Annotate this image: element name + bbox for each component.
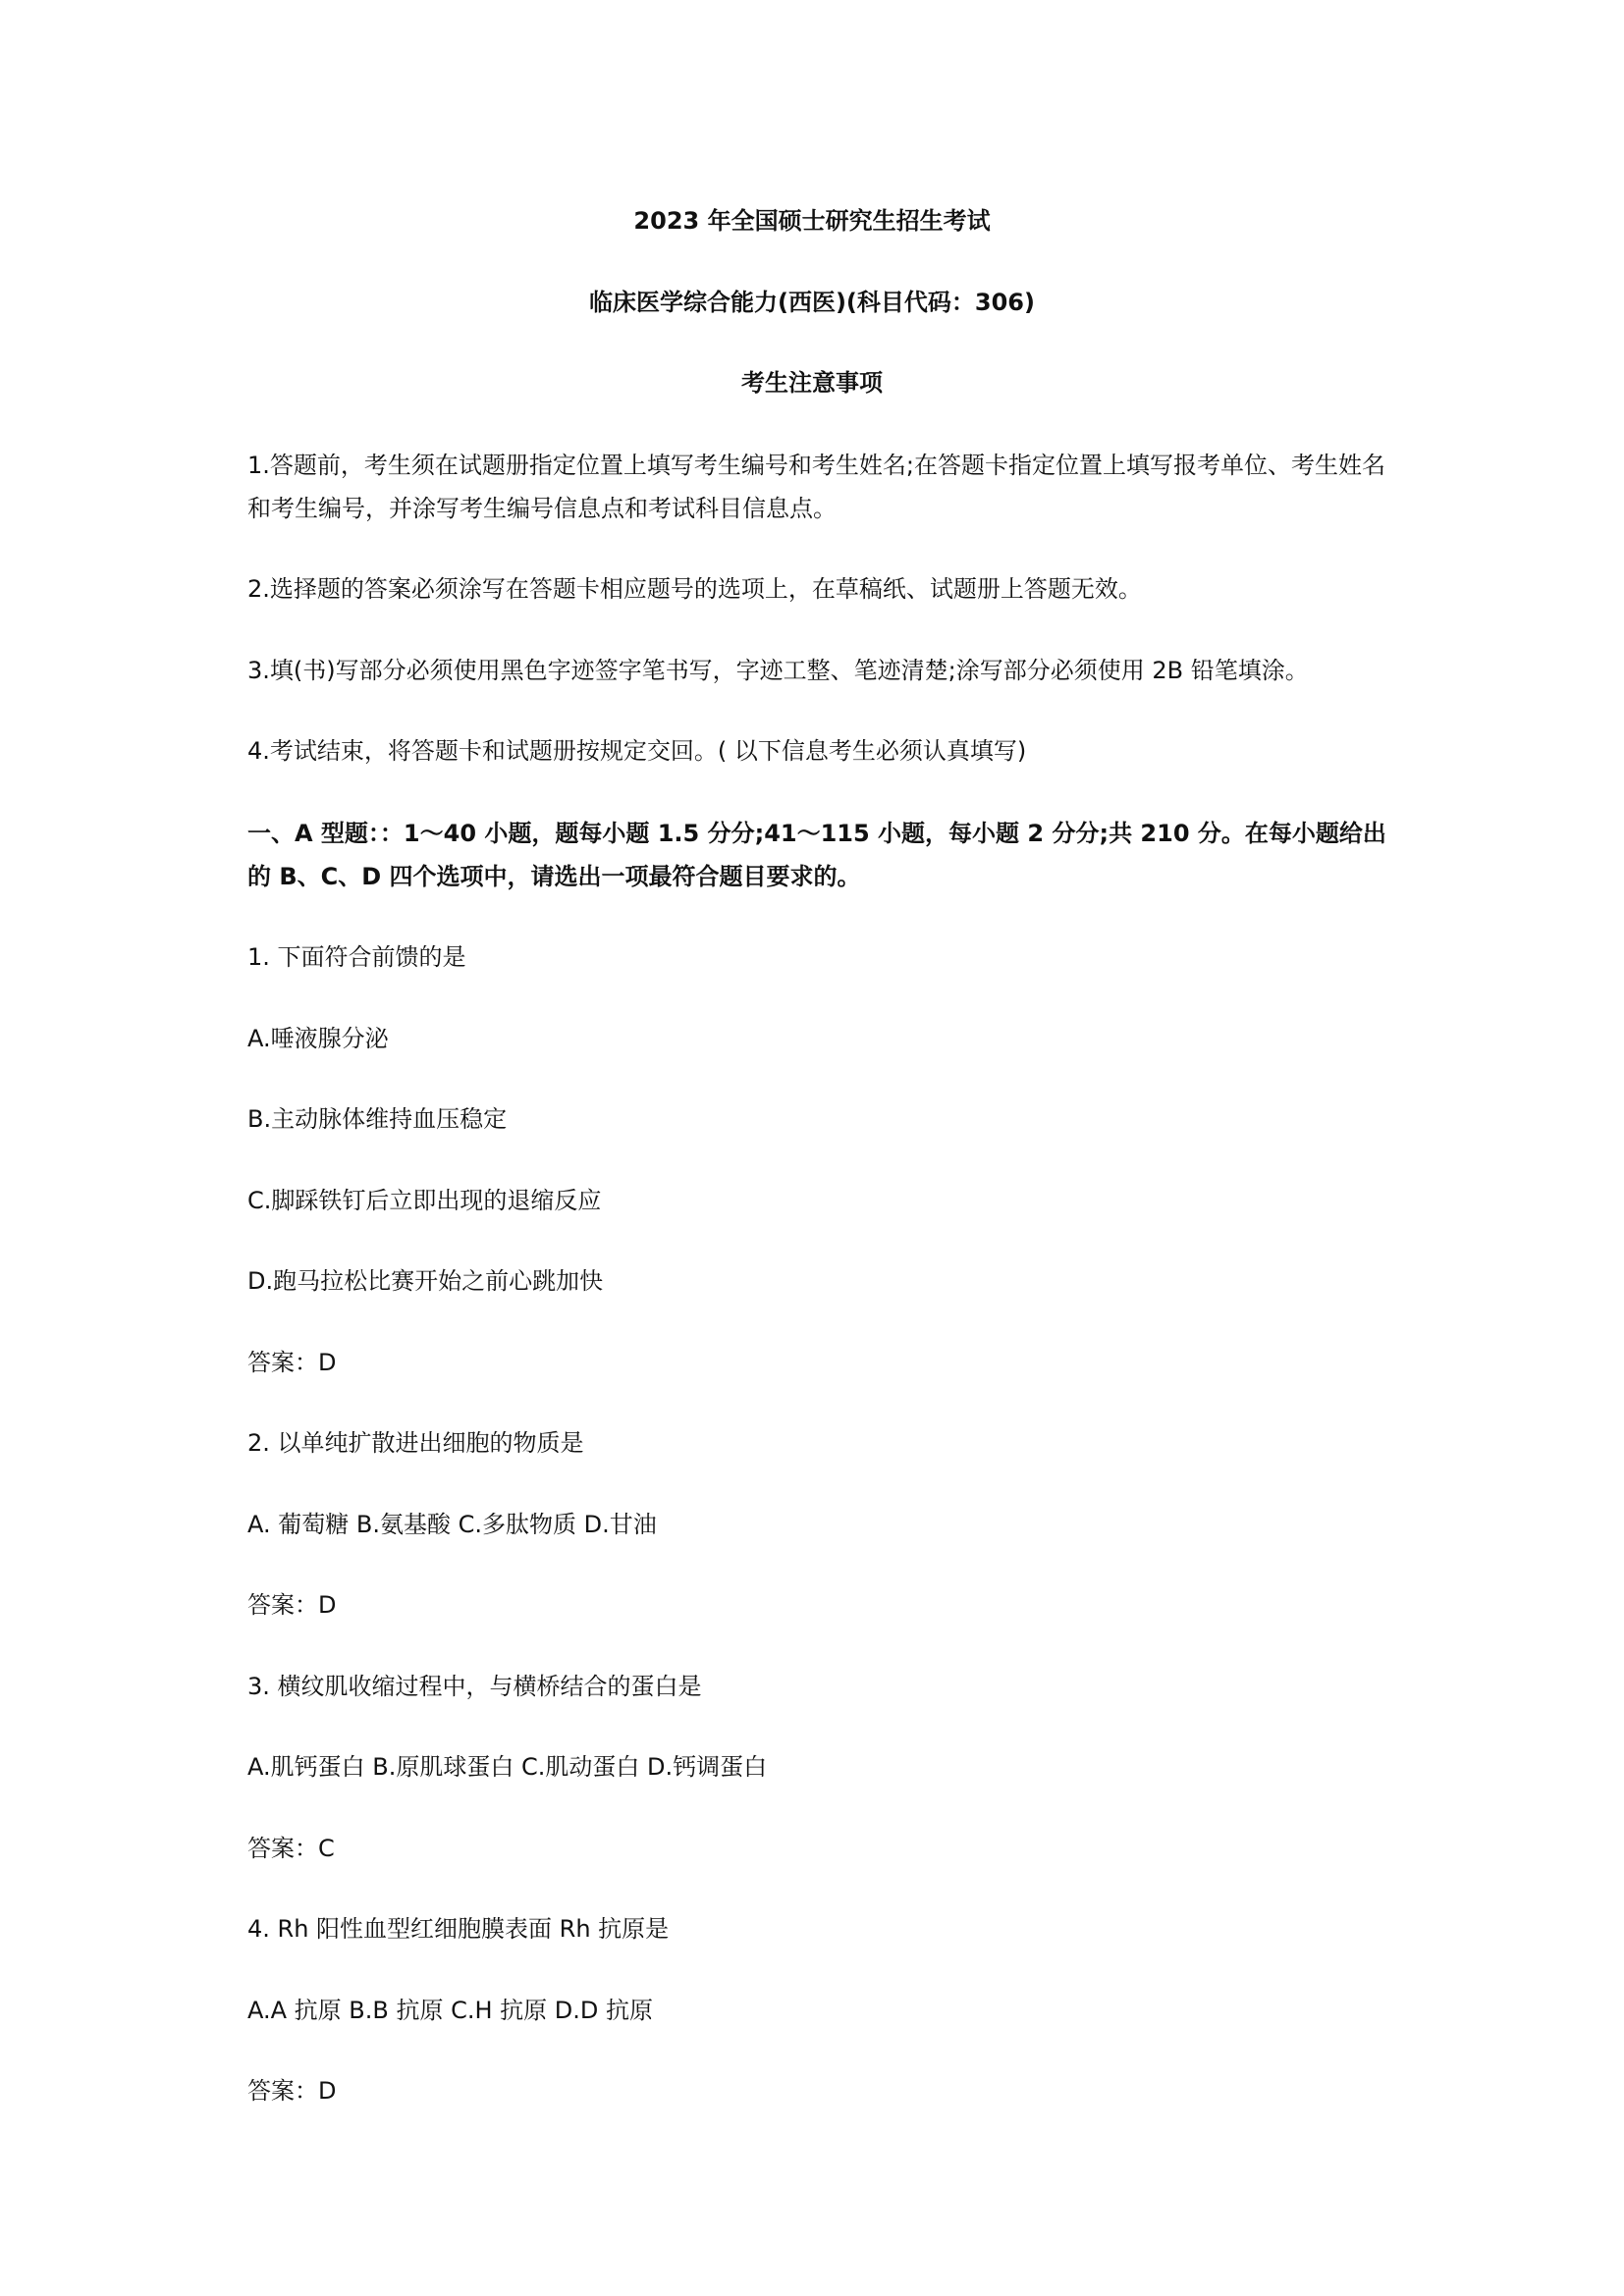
- question-3-options: A.肌钙蛋白 B.原肌球蛋白 C.肌动蛋白 D.钙调蛋白: [247, 1753, 768, 1781]
- question-4-options: A.A 抗原 B.B 抗原 C.H 抗原 D.D 抗原: [247, 1997, 654, 2024]
- exam-subject: 临床医学综合能力(西医)(科目代码：306): [589, 289, 1035, 316]
- question-2-answer: 答案：D: [247, 1591, 337, 1619]
- question-3-stem: 3. 横纹肌收缩过程中，与横桥结合的蛋白是: [247, 1673, 702, 1700]
- question-3-answer: 答案：C: [247, 1835, 335, 1862]
- question-1-option-c: C.脚踩铁钉后立即出现的退缩反应: [247, 1187, 602, 1214]
- question-4-stem: 4. Rh 阳性血型红细胞膜表面 Rh 抗原是: [247, 1915, 670, 1943]
- instruction-3: 3.填(书)写部分必须使用黑色字迹签字笔书写，字迹工整、笔迹清楚;涂写部分必须使用 2B 铅笔填涂。: [247, 657, 1309, 684]
- instruction-4: 4.考试结束，将答题卡和试题册按规定交回。( 以下信息考生必须认真填写): [247, 737, 1027, 765]
- question-1-stem: 1. 下面符合前馈的是: [247, 943, 466, 971]
- instruction-1: 1.答题前，考生须在试题册指定位置上填写考生编号和考生姓名;在答题卡指定位置上填写报考单位、考生姓名和考生编号，并涂写考生编号信息点和考试科目信息点。: [247, 452, 1385, 522]
- notice-heading: 考生注意事项: [741, 369, 883, 397]
- section-heading: 一、A 型题：：1～40 小题，题每小题 1.5 分分;41～115 小题，每小题 2 分分;共 210 分。在每小题给出的 B、C、D 四个选项中，请选出一项最符合题目要求的。: [247, 820, 1386, 890]
- question-1-option-b: B.主动脉体维持血压稳定: [247, 1105, 508, 1133]
- exam-title: 2023 年全国硕士研究生招生考试: [633, 207, 991, 235]
- question-4-answer: 答案：D: [247, 2077, 337, 2105]
- question-1-answer: 答案：D: [247, 1349, 337, 1376]
- question-2-options: A. 葡萄糖 B.氨基酸 C.多肽物质 D.甘油: [247, 1511, 657, 1538]
- question-1-option-a: A.唾液腺分泌: [247, 1025, 389, 1052]
- instruction-2: 2.选择题的答案必须涂写在答题卡相应题号的选项上，在草稿纸、试题册上答题无效。: [247, 575, 1142, 603]
- question-1-option-d: D.跑马拉松比赛开始之前心跳加快: [247, 1267, 604, 1295]
- question-2-stem: 2. 以单纯扩散进出细胞的物质是: [247, 1429, 584, 1457]
